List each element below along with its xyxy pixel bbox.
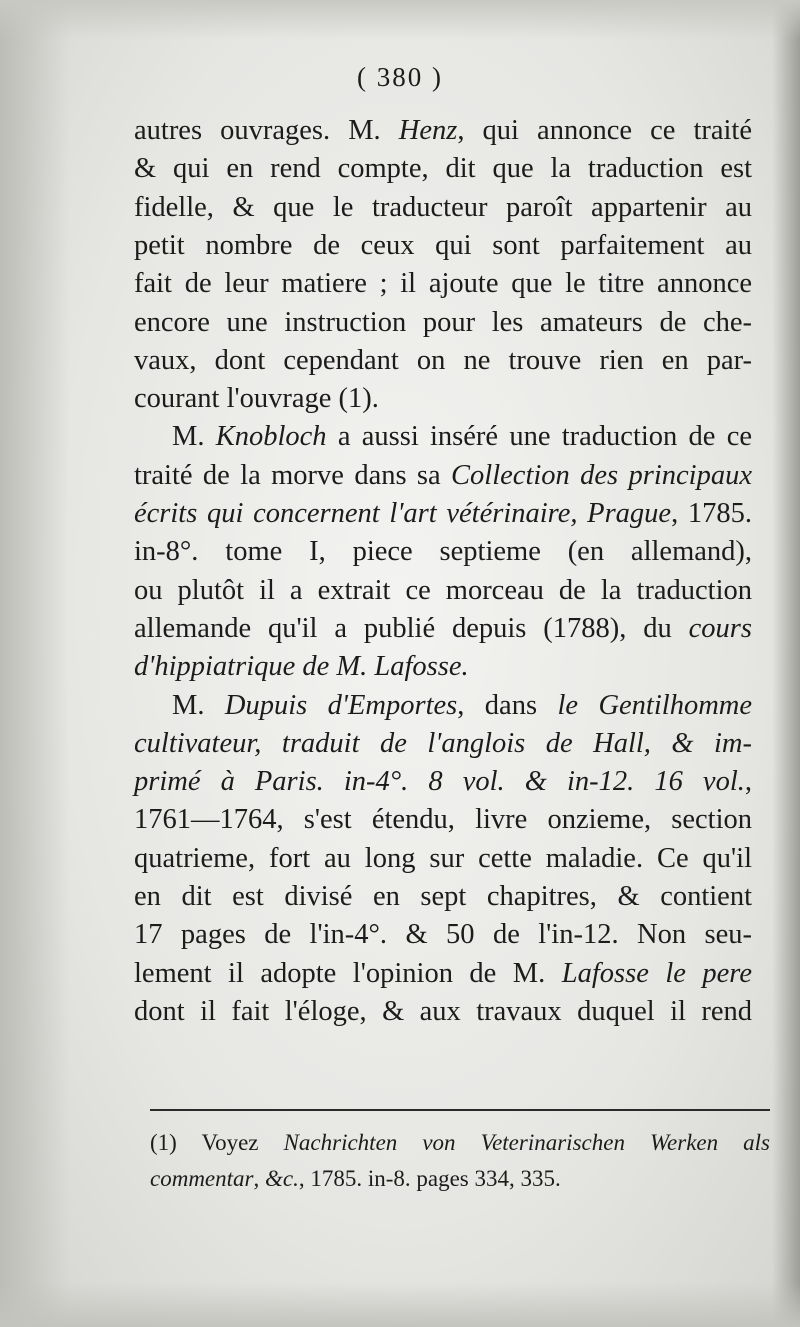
text-segment: dont il fait l'éloge, & aux travaux duquel il rend xyxy=(134,995,752,1027)
text-line xyxy=(134,495,752,533)
text-segment: 17 pages de l'in-4°. & 50 de l'in-12. Non seu- xyxy=(134,919,752,951)
italic-text: cours xyxy=(688,612,752,644)
text-line xyxy=(134,380,752,418)
italic-text: le Gentilhomme xyxy=(557,689,753,721)
text-segment: fidelle, & que le traducteur paroît appartenir au xyxy=(134,191,752,223)
text-segment: (1) Voyez xyxy=(150,1130,284,1155)
text-line xyxy=(134,840,752,878)
text-segment: M. xyxy=(172,689,225,721)
text-segment: ou plutôt il a extrait ce morceau de la traduction xyxy=(134,574,752,606)
text-segment: quatrieme, fort au long sur cette maladie. Ce qu'il xyxy=(134,842,752,874)
text-segment: M. xyxy=(172,421,216,453)
text-segment: lement il adopte l'opinion de M. xyxy=(134,957,562,989)
italic-text: Nachrichten von Veterinarischen Werken als xyxy=(283,1130,771,1155)
page-shadow-bottom xyxy=(0,1282,800,1327)
italic-text: Knobloch xyxy=(215,421,327,453)
text-segment: , 1785. xyxy=(671,498,752,529)
text-line xyxy=(172,687,752,725)
text-segment: & qui en rend compte, dit que la traduction est xyxy=(134,153,752,185)
text-segment: vaux, dont cependant on ne trouve rien en par- xyxy=(134,344,752,376)
page-shadow-right xyxy=(772,0,800,1327)
italic-text: &c. xyxy=(264,1166,299,1191)
text-segment: fait de leur matiere ; il ajoute que le titre annonce xyxy=(134,268,752,300)
text-line xyxy=(134,725,752,763)
italic-text: Dupuis d'Emportes xyxy=(224,689,458,721)
page-shadow-top xyxy=(0,0,800,40)
text-segment: encore une instruction pour les amateurs de che- xyxy=(134,306,752,338)
italic-text: commentar xyxy=(150,1166,254,1191)
italic-text: cultivateur, traduit de l'anglois de Hall, & im- xyxy=(134,727,752,759)
text-segment: autres ouvrages. M. xyxy=(134,115,399,146)
text-segment: , qui annonce ce traité xyxy=(457,115,752,146)
text-line xyxy=(134,801,752,839)
text-line xyxy=(134,304,752,342)
text-line xyxy=(134,955,752,993)
text-segment: allemande qu'il a publié depuis (1788), du xyxy=(134,612,689,644)
footnote-line xyxy=(150,1128,770,1158)
text-line xyxy=(134,763,752,801)
text-segment: courant l'ouvrage (1). xyxy=(134,383,379,415)
text-line xyxy=(134,916,752,954)
text-segment: , 1785. in-8. pages 334, 335. xyxy=(298,1166,561,1191)
footnote-rule xyxy=(150,1109,770,1111)
text-line xyxy=(134,150,752,188)
italic-text: Henz xyxy=(398,115,458,146)
text-line xyxy=(134,648,752,686)
page-shadow-left xyxy=(0,0,70,1327)
text-line xyxy=(134,878,752,916)
text-line xyxy=(134,189,752,227)
text-segment: petit nombre de ceux qui sont parfaitement au xyxy=(134,229,752,261)
italic-text: primé à Paris. in-4°. 8 vol. & in-12. 16 vol. xyxy=(134,766,745,798)
text-line xyxy=(134,610,752,648)
page-number: ( 380 ) xyxy=(357,62,443,92)
text-line xyxy=(134,227,752,265)
text-segment: in-8°. tome I, piece septieme (en allemand), xyxy=(134,536,752,568)
italic-text: Lafosse le pere xyxy=(561,957,752,989)
text-segment: , dans xyxy=(457,689,558,721)
text-line xyxy=(134,112,752,150)
text-line xyxy=(134,342,752,380)
text-segment: , xyxy=(744,766,752,798)
text-segment: traité de la morve dans sa xyxy=(134,459,452,491)
text-line xyxy=(172,418,752,456)
footnote-line xyxy=(150,1164,770,1194)
italic-text: d'hippiatrique de M. Lafosse. xyxy=(134,651,469,683)
text-line xyxy=(134,265,752,303)
italic-text: écrits qui concernent l'art vétérinaire, Prague xyxy=(134,498,672,529)
text-line xyxy=(134,457,752,495)
italic-text: Collection des principaux xyxy=(451,459,752,491)
text-segment: 1761—1764, s'est étendu, livre onzieme, section xyxy=(134,804,752,836)
text-line xyxy=(134,533,752,571)
text-segment: , xyxy=(253,1166,265,1191)
text-segment: en dit est divisé en sept chapitres, & contient xyxy=(134,881,752,912)
text-line xyxy=(134,993,752,1031)
text-line xyxy=(134,572,752,610)
text-segment: a aussi inséré une traduction de ce xyxy=(326,421,753,453)
